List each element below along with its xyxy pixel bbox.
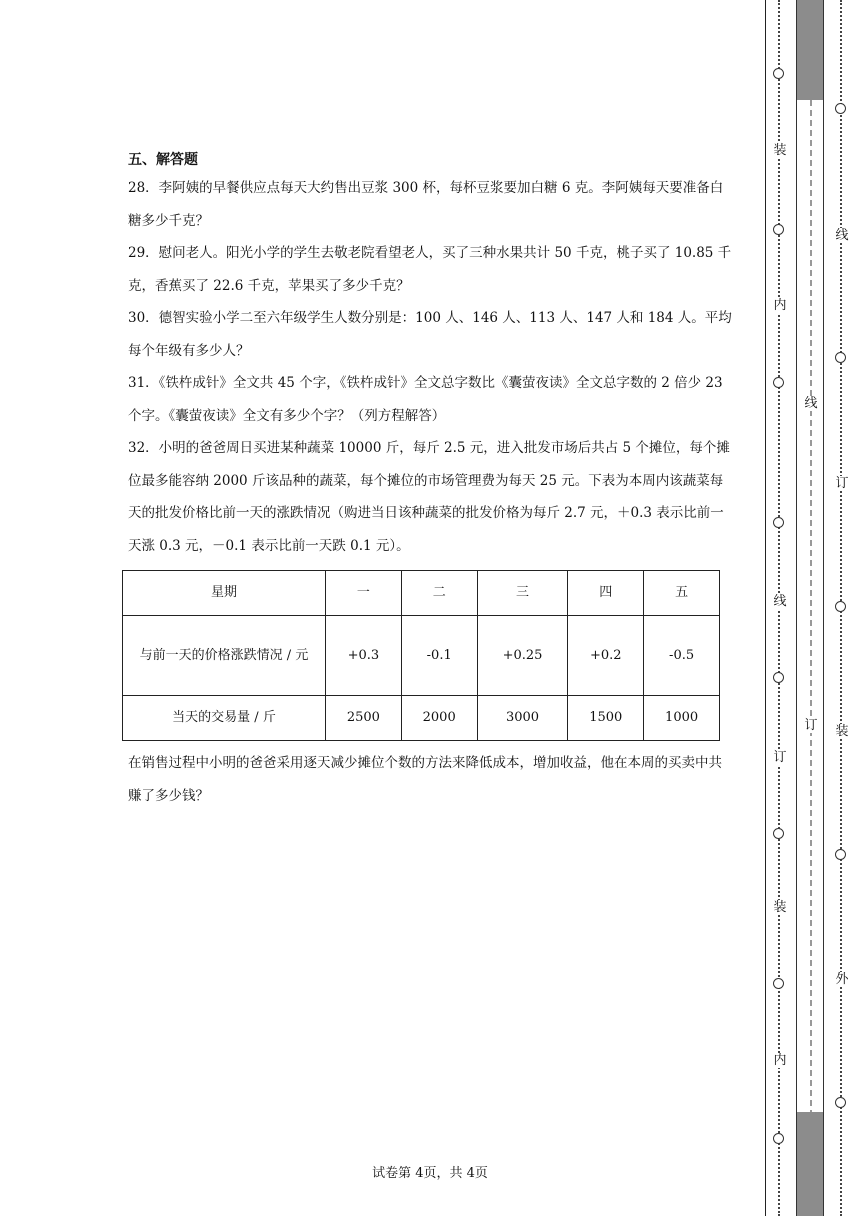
- table-cell: 1500: [568, 696, 644, 741]
- question-29: 29．慰问老人。阳光小学的学生去敬老院看望老人，买了三种水果共计 50 千克，桃子买了 10.85 千克，香蕉买了 22.6 千克，苹果买了多少千克？: [128, 245, 732, 294]
- table-row-change: [123, 616, 720, 696]
- circle-icon: [835, 352, 846, 363]
- section-title: 五、解答题: [128, 152, 198, 168]
- table-cell: 与前一天的价格涨跌情况 / 元: [123, 616, 326, 696]
- table-cell: -0.5: [644, 616, 720, 696]
- price-change-table: [122, 570, 720, 741]
- table-cell: 当天的交易量 / 斤: [123, 696, 326, 741]
- binding-border-line: [765, 0, 766, 1216]
- table-cell: 2000: [401, 696, 477, 741]
- question-32: 32．小明的爸爸周日买进某种蔬菜 10000 斤，每斤 2.5 元，进入批发市场后共占 5 个摊位，每个摊位最多能容纳 2000 斤该品种的蔬菜，每个摊位的市场管理费为每天 25 元。下表为本周内该蔬菜每天的批发价格比前一天的涨跌情况（购进当日该种蔬菜的批发价格为每斤 2.7 元，＋0.3 表示比前一天涨 0.3 元，－0.1 表示比前一天跌 0.1 元）。: [128, 440, 730, 554]
- exam-content: [128, 148, 732, 812]
- binding-char: 订: [773, 750, 787, 765]
- question-32-continued: 在销售过程中小明的爸爸采用逐天减少摊位个数的方法来降低成本，增加收益，他在本周的买卖中共赚了多少钱？: [128, 755, 722, 804]
- question-31: 31．《铁杵成针》全文共 45 个字，《铁杵成针》全文总字数比《囊萤夜读》全文总字数的 2 倍少 23 个字。《囊萤夜读》全文有多少个字？（列方程解答）: [128, 375, 723, 424]
- table-cell: 3000: [477, 696, 568, 741]
- table-cell: 二: [401, 571, 477, 616]
- circle-icon: [773, 517, 784, 528]
- table-row-header: [123, 571, 720, 616]
- circle-icon: [773, 828, 784, 839]
- table-cell: +0.2: [568, 616, 644, 696]
- circle-icon: [835, 601, 846, 612]
- question-28: 28．李阿姨的早餐供应点每天大约售出豆浆 300 杯，每杯豆浆要加白糖 6 克。李阿姨每天要准备白糖多少千克？: [128, 180, 724, 229]
- binding-char: 外: [835, 972, 849, 987]
- circle-icon: [835, 849, 846, 860]
- circle-icon: [773, 1133, 784, 1144]
- page-footer: 试卷第 4页，共 4页: [372, 1166, 488, 1181]
- circle-icon: [773, 978, 784, 989]
- binding-margin: [756, 0, 860, 1216]
- circle-icon: [773, 377, 784, 388]
- binding-char: 内: [773, 298, 787, 313]
- circle-icon: [773, 68, 784, 79]
- question-30: 30．德智实验小学二至六年级学生人数分别是：100 人、146 人、113 人、147 人和 184 人。平均每个年级有多少人？: [128, 310, 732, 359]
- table-cell: +0.3: [326, 616, 402, 696]
- table-cell: 星期: [123, 571, 326, 616]
- table-cell: 2500: [326, 696, 402, 741]
- binding-char: 订: [804, 718, 818, 733]
- table-cell: 三: [477, 571, 568, 616]
- binding-char: 装: [773, 900, 787, 915]
- binding-shade-top: [797, 0, 823, 100]
- binding-char: 内: [773, 1053, 787, 1068]
- binding-bar: [796, 0, 824, 1216]
- table-row-volume: [123, 696, 720, 741]
- table-cell: 一: [326, 571, 402, 616]
- binding-char: 线: [835, 228, 849, 243]
- binding-char: 线: [773, 594, 787, 609]
- circle-icon: [773, 224, 784, 235]
- table-cell: 1000: [644, 696, 720, 741]
- circle-icon: [835, 103, 846, 114]
- binding-char: 装: [835, 724, 849, 739]
- circle-icon: [773, 672, 784, 683]
- circle-icon: [835, 1097, 846, 1108]
- binding-char: 装: [773, 143, 787, 158]
- binding-char: 线: [804, 396, 818, 411]
- table-cell: 四: [568, 571, 644, 616]
- table-cell: 五: [644, 571, 720, 616]
- table-cell: +0.25: [477, 616, 568, 696]
- binding-char: 订: [835, 476, 849, 491]
- table-cell: -0.1: [401, 616, 477, 696]
- binding-shade-bottom: [797, 1112, 823, 1216]
